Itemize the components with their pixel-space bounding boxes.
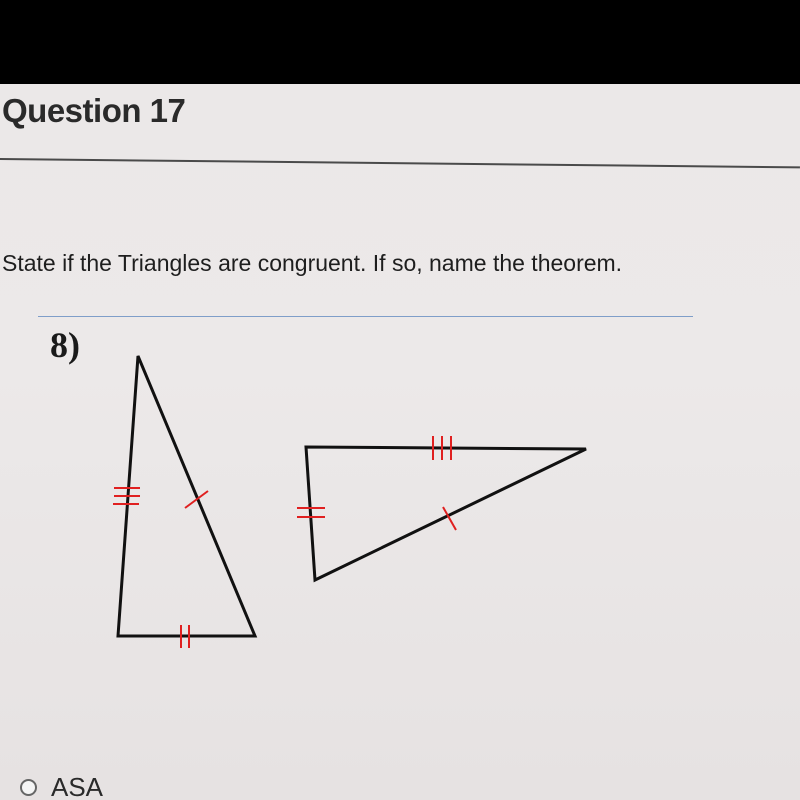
radio-button[interactable] bbox=[20, 779, 37, 796]
question-prompt: State if the Triangles are congruent. If so, name the theorem. bbox=[2, 250, 623, 276]
question-title: Question 17 bbox=[2, 92, 186, 129]
question-panel bbox=[0, 84, 800, 800]
right-triangle-tick-marks bbox=[297, 436, 456, 530]
problem-number: 8) bbox=[50, 325, 80, 365]
triangles-figure bbox=[0, 84, 800, 800]
answer-option-label: ASA bbox=[51, 772, 104, 800]
answer-option-asa[interactable] bbox=[20, 772, 103, 800]
